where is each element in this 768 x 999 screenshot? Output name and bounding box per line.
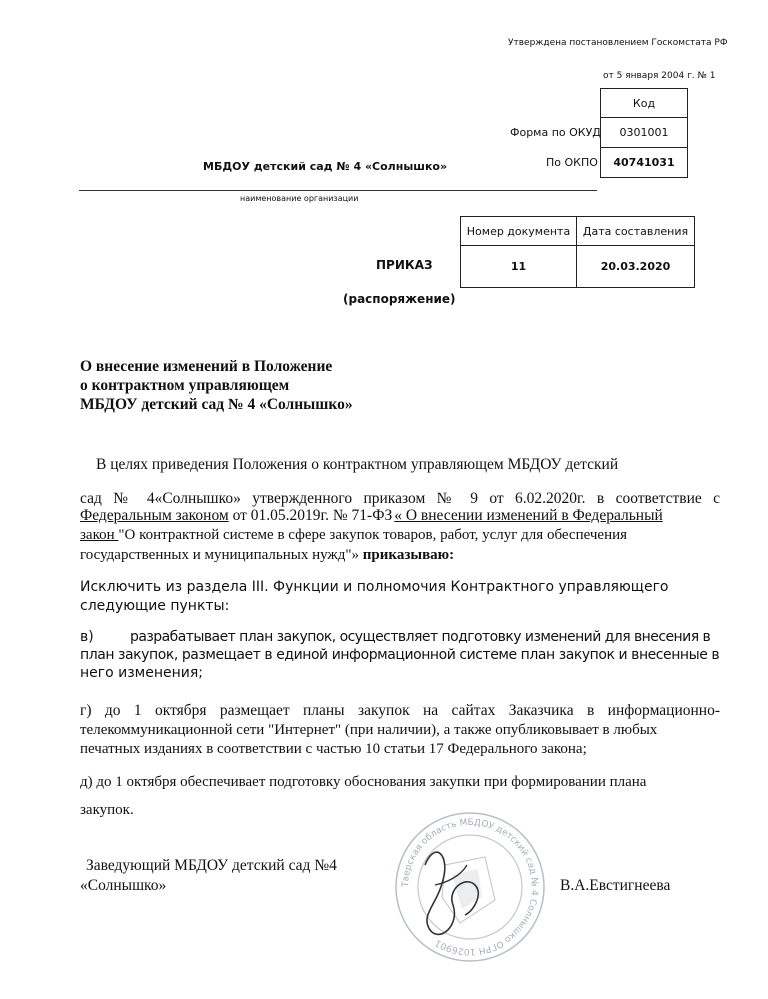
paragraph-1-line-1: В целях приведения Положения о контрактном управляющем МБДОУ детский xyxy=(96,456,619,473)
okpo-value: 40741031 xyxy=(601,148,688,178)
paragraph-2-line-1: Исключить из раздела III. Функции и полномочия Контрактного управляющего xyxy=(80,579,669,595)
law-number: от 01.05.2019г. № 71-ФЗ xyxy=(228,507,393,524)
signature-position-line-1: Заведующий МБДОУ детский сад №4 xyxy=(86,857,337,874)
subject-line-2: о контрактном управляющем xyxy=(80,377,290,394)
item-g-line-2: телекоммуникационной сети "Интернет" (при наличии), а также опубликовывает в любых xyxy=(80,722,658,738)
signature-scribble-icon xyxy=(405,835,495,945)
item-v-line-1: разрабатывает план закупок, осуществляет подготовку изменений для внесения в xyxy=(130,629,711,645)
doc-table xyxy=(460,216,695,288)
okud-value: 0301001 xyxy=(601,118,688,148)
paragraph-1-line-3 xyxy=(80,506,663,526)
organization-name: МБДОУ детский сад № 4 «Солнышко» xyxy=(203,160,448,173)
subject-line-1: О внесение изменений в Положение xyxy=(80,358,333,375)
doc-number-value: 11 xyxy=(461,246,577,288)
approval-note: Утверждена постановлением Госкомстата РФ xyxy=(508,38,728,48)
item-v-line-3: него изменения; xyxy=(80,665,204,681)
approval-date: от 5 января 2004 г. № 1 xyxy=(603,71,716,81)
item-d-line-2: закупок. xyxy=(80,802,134,818)
item-g-line-3: печатных изданиях в соответствии с частью 10 статьи 17 Федерального закона; xyxy=(80,741,587,757)
subject-line-3: МБДОУ детский сад № 4 «Солнышко» xyxy=(80,396,353,413)
federal-law-link[interactable]: Федеральным законом xyxy=(80,507,229,524)
signature-name: В.А.Евстигнеева xyxy=(560,877,671,894)
order-title: ПРИКАЗ xyxy=(376,258,433,272)
doc-number-header: Номер документа xyxy=(461,217,577,246)
amendment-title: « О внесении изменений в Федеральный xyxy=(394,507,663,524)
law-word: закон xyxy=(80,527,119,543)
organization-caption: наименование организации xyxy=(240,194,359,203)
okpo-label: По ОКПО xyxy=(546,156,598,169)
item-v-label: в) xyxy=(80,629,94,645)
law-title-end: государственных и муниципальных нужд"» xyxy=(80,547,363,563)
signature-position-line-2: «Солнышко» xyxy=(80,877,167,894)
code-header: Код xyxy=(601,89,688,118)
item-v-line-2: план закупок, размещает в единой информационной системе план закупок и внесенные в xyxy=(80,647,720,663)
item-g-line-1: г) до 1 октября размещает планы закупок на сайтах Заказчика в информационно- xyxy=(80,702,720,719)
paragraph-1-line-4 xyxy=(80,525,627,545)
organization-underline xyxy=(79,190,597,191)
doc-date-header: Дата составления xyxy=(577,217,695,246)
code-table xyxy=(600,88,688,178)
paragraph-2-line-2: следующие пункты: xyxy=(80,598,230,614)
paragraph-1-line-5 xyxy=(80,545,454,565)
okud-label: Форма по ОКУД xyxy=(510,126,601,139)
order-subtitle: (распоряжение) xyxy=(343,292,456,306)
law-title: "О контрактной системе в сфере закупок товаров, работ, услуг для обеспечения xyxy=(118,527,628,543)
seal-text: Тверская область МБДОУ детский сад № 4 Солнышко ОГРН 1026901 xyxy=(400,817,540,957)
item-d-line-1: д) до 1 октября обеспечивает подготовку обоснования закупки при формировании плана xyxy=(80,774,647,790)
doc-date-value: 20.03.2020 xyxy=(577,246,695,288)
order-verb: приказываю: xyxy=(362,547,455,563)
paragraph-1-line-2: сад № 4«Солнышко» утвержденного приказом № 9 от 6.02.2020г. в соответствие с xyxy=(80,490,720,507)
